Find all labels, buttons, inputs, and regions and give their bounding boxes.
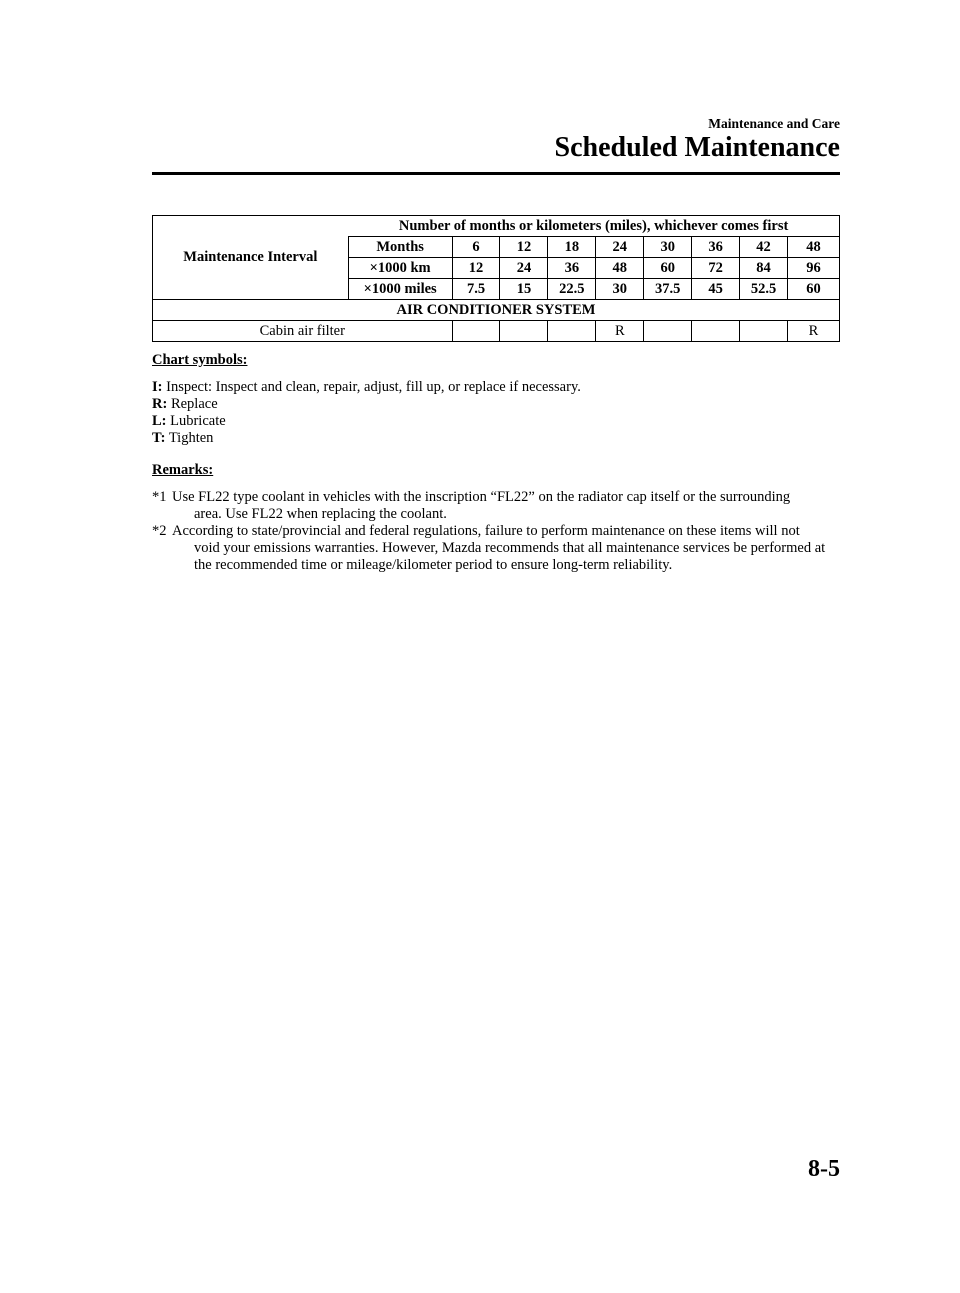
table-cell: 48 [788, 237, 840, 258]
table-cell: 84 [740, 258, 788, 279]
remark-line: Use FL22 type coolant in vehicles with the inscription “FL22” on the radiator cap itself or the surrounding [172, 489, 791, 505]
section-title: Maintenance and Care [708, 116, 840, 131]
table-cell [548, 321, 596, 342]
symbol-text: Replace [170, 396, 218, 412]
table-cell: 45 [692, 279, 740, 300]
remark-text [172, 489, 842, 523]
remark-mark: *1 [152, 489, 167, 505]
table-cell: 12 [452, 258, 500, 279]
symbol-text: Tighten [168, 430, 214, 446]
table-cell: 60 [788, 279, 840, 300]
symbol-text: Lubricate [170, 413, 226, 429]
table-cell: 24 [500, 258, 548, 279]
symbol-line [152, 413, 842, 430]
remark-item [152, 523, 842, 574]
remark-mark: *2 [152, 523, 167, 539]
table-cell: 30 [644, 237, 692, 258]
table-cell: 36 [692, 237, 740, 258]
table-cell [692, 321, 740, 342]
table-cell: R [596, 321, 644, 342]
remark-text [172, 523, 842, 574]
table-cell: 18 [548, 237, 596, 258]
table-cell: 60 [644, 258, 692, 279]
row-label: Months [348, 237, 452, 258]
table-cell: 52.5 [740, 279, 788, 300]
table-cell [452, 321, 500, 342]
table-cell: 22.5 [548, 279, 596, 300]
table-cell: 42 [740, 237, 788, 258]
table-cell: 72 [692, 258, 740, 279]
symbol-key: L: [152, 413, 167, 429]
table-cell: 48 [596, 258, 644, 279]
table-row [153, 321, 840, 342]
symbol-text: Inspect: Inspect and clean, repair, adjust, fill up, or replace if necessary. [166, 379, 581, 395]
table-cell: 6 [452, 237, 500, 258]
symbol-key: R: [152, 396, 168, 412]
table-cell [500, 321, 548, 342]
remark-continuation: void your emissions warranties. However, Mazda recommends that all maintenance services be performed at the recommended time or mileage/kilometer period to ensure long-term reliability. [194, 540, 826, 573]
symbol-line [152, 379, 842, 396]
symbol-line [152, 396, 842, 413]
remarks-heading: Remarks: [152, 462, 214, 478]
interval-span-header: Number of months or kilometers (miles), whichever comes first [348, 216, 839, 237]
maintenance-interval-label: Maintenance Interval [183, 249, 318, 265]
table-cell: 30 [596, 279, 644, 300]
notes-block [152, 352, 842, 574]
page-title: Scheduled Maintenance [554, 132, 840, 163]
chart-symbols-heading: Chart symbols: [152, 352, 248, 368]
table-cell [644, 321, 692, 342]
row-label: ×1000 km [348, 258, 452, 279]
table-cell: 36 [548, 258, 596, 279]
table-cell: 12 [500, 237, 548, 258]
row-label: ×1000 miles [348, 279, 452, 300]
remark-continuation: area. Use FL22 when replacing the coolant. [194, 506, 447, 522]
symbol-key: I: [152, 379, 163, 395]
table-cell: 24 [596, 237, 644, 258]
symbol-key: T: [152, 430, 166, 446]
table-cell: 96 [788, 258, 840, 279]
maintenance-interval-cell [153, 216, 349, 300]
item-label: Cabin air filter [153, 321, 453, 342]
table-cell [740, 321, 788, 342]
table-cell: 15 [500, 279, 548, 300]
remark-line: According to state/provincial and federal regulations, failure to perform maintenance on these items will not [172, 523, 800, 539]
header-rule [152, 172, 840, 175]
symbol-line [152, 430, 842, 447]
table-cell: 37.5 [644, 279, 692, 300]
page-number: 8-5 [808, 1156, 840, 1182]
remark-item [152, 489, 842, 523]
table-row [153, 300, 840, 321]
table-cell: R [788, 321, 840, 342]
table-cell: 7.5 [452, 279, 500, 300]
section-heading: AIR CONDITIONER SYSTEM [153, 300, 840, 321]
schedule-table [152, 215, 840, 342]
